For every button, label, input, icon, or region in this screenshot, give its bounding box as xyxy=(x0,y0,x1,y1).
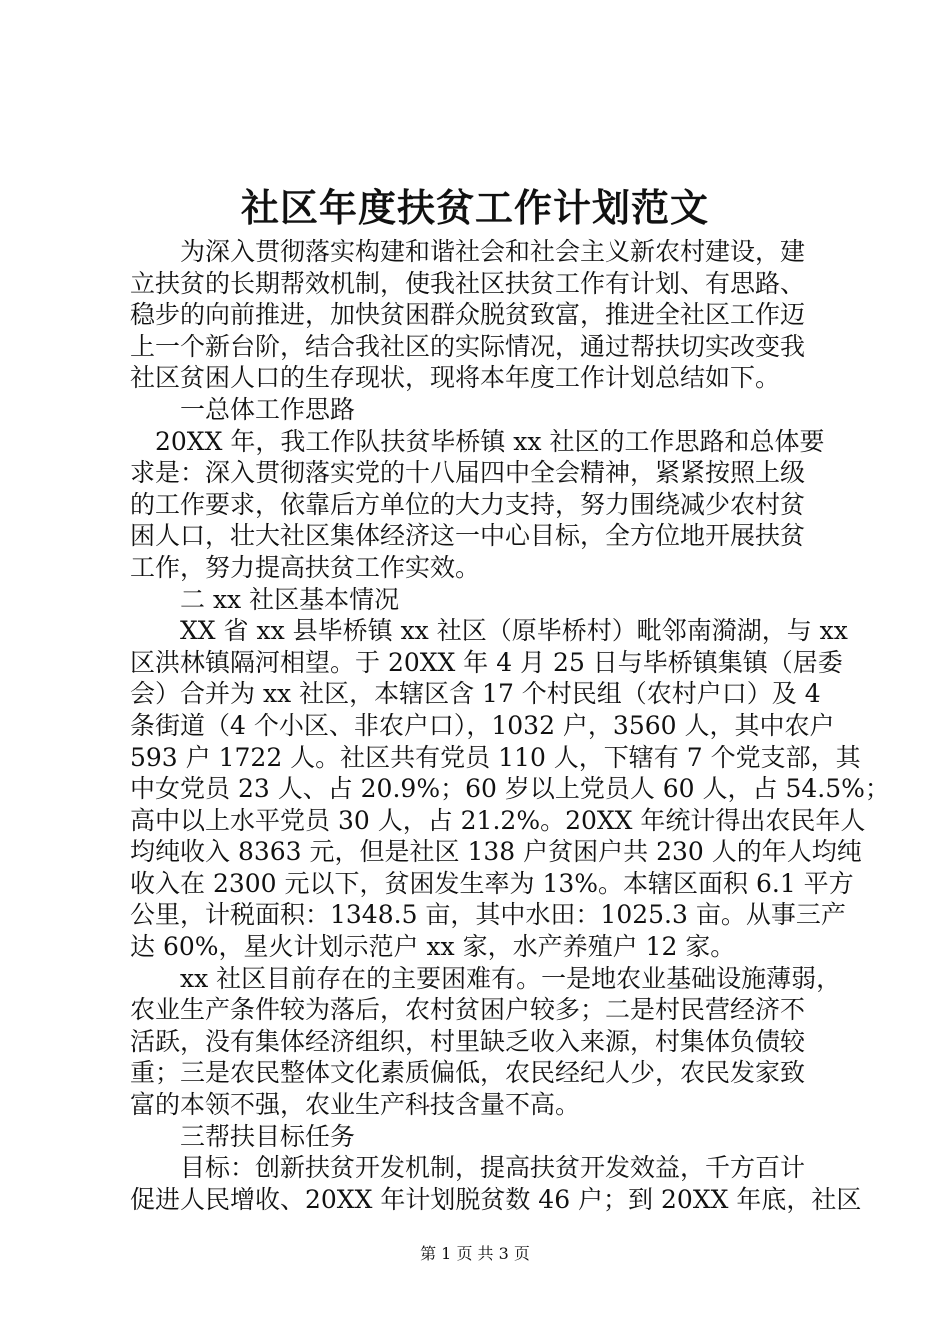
body-line: 达 60%，星火计划示范户 xx 家，水产养殖户 12 家。 xyxy=(130,932,736,962)
body-line: xx 社区目前存在的主要困难有。一是地农业基础设施薄弱， xyxy=(130,963,842,993)
body-line: XX 省 xx 县毕桥镇 xx 社区（原毕桥村）毗邻南漪湖，与 xx xyxy=(130,616,848,646)
body-line: 重；三是农民整体文化素质偏低，农民经纪人少，农民发家致 xyxy=(130,1058,806,1088)
document-body xyxy=(130,236,890,1215)
body-line: 会）合并为 xx 社区，本辖区含 17 个村民组（农村户口）及 4 xyxy=(130,679,821,709)
body-line: 区洪林镇隔河相望。于 20XX 年 4 月 25 日与毕桥镇集镇（居委 xyxy=(130,647,843,677)
body-line: 高中以上水平党员 30 人，占 21.2%。20XX 年统计得出农民年人 xyxy=(130,805,866,835)
body-line: 求是：深入贯彻落实党的十八届四中全会精神，紧紧按照上级 xyxy=(130,458,806,488)
body-line: 农业生产条件较为落后，农村贫困户较多；二是村民营经济不 xyxy=(130,995,806,1025)
body-line: 困人口，壮大社区集体经济这一中心目标，全方位地开展扶贫 xyxy=(130,521,806,551)
body-line: 稳步的向前推进，加快贫困群众脱贫致富，推进全社区工作迈 xyxy=(130,300,806,330)
body-line: 20XX 年，我工作队扶贫毕桥镇 xx 社区的工作思路和总体要 xyxy=(130,426,825,456)
body-line: 活跃，没有集体经济组织，村里缺乏收入来源，村集体负债较 xyxy=(130,1026,806,1056)
body-line: 促进人民增收、20XX 年计划脱贫数 46 户；到 20XX 年底，社区 xyxy=(130,1184,862,1214)
page-footer: 第 1 页 共 3 页 xyxy=(420,1244,530,1263)
body-line: 目标：创新扶贫开发机制，提高扶贫开发效益，千方百计 xyxy=(130,1153,806,1183)
body-line: 的工作要求，依靠后方单位的大力支持，努力围绕减少农村贫 xyxy=(130,489,806,519)
body-line: 收入在 2300 元以下，贫困发生率为 13%。本辖区面积 6.1 平方 xyxy=(130,868,854,898)
document-title: 社区年度扶贫工作计划范文 xyxy=(240,185,709,230)
section-heading: 三帮扶目标任务 xyxy=(130,1121,356,1151)
body-line: 均纯收入 8363 元，但是社区 138 户贫困户共 230 人的年人均纯 xyxy=(130,837,862,867)
section-heading: 二 xx 社区基本情况 xyxy=(130,584,400,614)
body-line: 立扶贫的长期帮效机制，使我社区扶贫工作有计划、有思路、 xyxy=(130,268,806,298)
body-line: 富的本领不强，农业生产科技含量不高。 xyxy=(130,1090,581,1120)
section-heading: 一总体工作思路 xyxy=(130,394,356,424)
body-line: 593 户 1722 人。社区共有党员 110 人，下辖有 7 个党支部，其 xyxy=(130,742,861,772)
body-line: 为深入贯彻落实构建和谐社会和社会主义新农村建设，建 xyxy=(130,237,806,266)
body-line: 工作，努力提高扶贫工作实效。 xyxy=(130,552,481,582)
body-line: 社区贫困人口的生存现状，现将本年度工作计划总结如下。 xyxy=(130,363,781,393)
body-line: 条街道（4 个小区、非农户口），1032 户，3560 人，其中农户 xyxy=(130,710,835,740)
body-line: 中女党员 23 人、占 20.9%；60 岁以上党员人 60 人，占 54.5%； xyxy=(130,774,890,804)
body-line: 公里，计税面积：1348.5 亩，其中水田：1025.3 亩。从事三产 xyxy=(130,900,846,930)
body-line: 上一个新台阶，结合我社区的实际情况，通过帮扶切实改变我 xyxy=(130,331,806,361)
